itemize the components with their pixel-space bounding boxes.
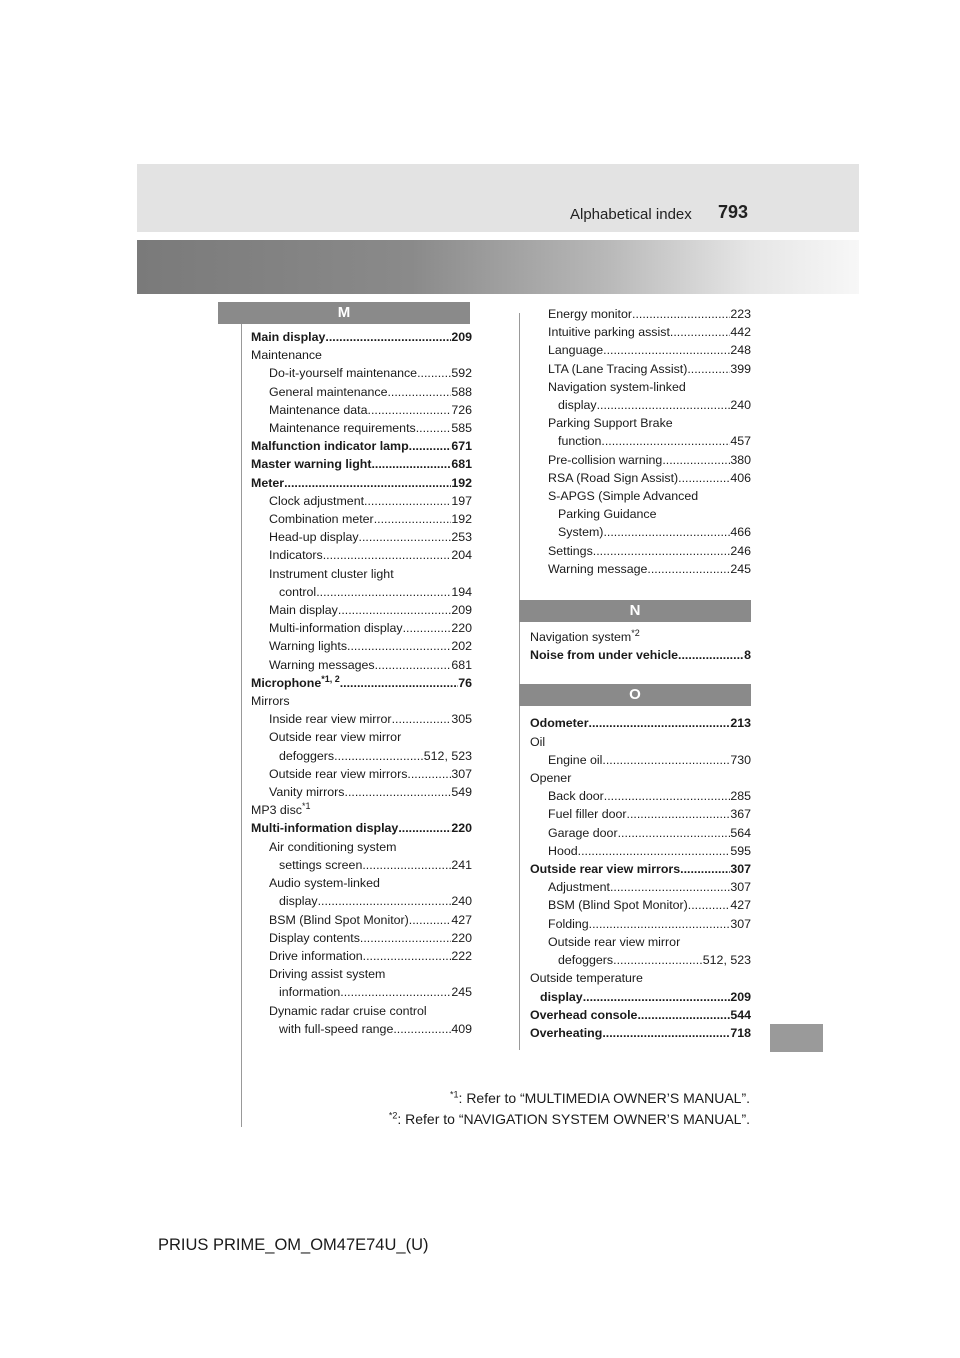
entry-label: Outside rear view mirrors	[269, 766, 408, 781]
entry-page: 194	[451, 584, 472, 599]
entry-page: 202	[451, 639, 472, 654]
index-subentry[interactable]	[251, 911, 472, 929]
entry-label: Main display	[269, 603, 338, 618]
index-subentry[interactable]	[530, 915, 751, 933]
entry-page: 307	[730, 916, 751, 931]
index-subentry[interactable]	[251, 383, 472, 401]
entry-label: Warning lights	[269, 639, 348, 654]
entry-label: Meter	[251, 475, 285, 490]
entry-page: 681	[451, 457, 472, 472]
entry-page: 213	[730, 716, 751, 731]
entry-label: Do-it-yourself maintenance	[269, 366, 418, 381]
index-subentry[interactable]	[530, 751, 751, 769]
index-subentry[interactable]	[251, 710, 472, 728]
entry-page: 253	[451, 530, 472, 545]
entry-label: Pre-collision warning	[548, 452, 663, 467]
entry-page: 307	[730, 862, 751, 877]
index-subentry: Driving assist system	[269, 967, 386, 982]
entry-label: General maintenance	[269, 384, 388, 399]
entry-label: Folding	[548, 916, 589, 931]
section-thumb-tab	[770, 1024, 823, 1052]
index-subentry[interactable]	[530, 878, 751, 896]
entry-label: Vanity mirrors	[269, 785, 345, 800]
entry-label: RSA (Road Sign Assist)	[548, 470, 679, 485]
index-column-left	[251, 328, 472, 1038]
entry-label: Overheating	[530, 1025, 603, 1040]
entry-page: 730	[730, 752, 751, 767]
entry-page: 427	[451, 912, 472, 927]
entry-label: Head-up display	[269, 530, 359, 545]
entry-page: 549	[451, 785, 472, 800]
entry-page: 240	[451, 894, 472, 909]
entry-page: 222	[451, 948, 472, 963]
entry-label: display	[540, 989, 583, 1004]
index-subentry[interactable]	[530, 560, 751, 578]
index-subentry[interactable]	[251, 528, 472, 546]
entry-label: Fuel filler door	[548, 807, 627, 822]
entry-label: settings screen	[279, 857, 363, 872]
index-entry: Outside temperature	[530, 971, 643, 986]
entry-label: BSM (Blind Spot Monitor)	[269, 912, 409, 927]
entry-label: Outside rear view mirrors	[530, 862, 681, 877]
footnote-text: : Refer to “MULTIMEDIA OWNER’S MANUAL”.	[458, 1090, 750, 1106]
index-subentry[interactable]	[530, 824, 751, 842]
index-subentry-continued[interactable]	[251, 1020, 472, 1038]
entry-label: function	[558, 434, 602, 449]
entry-page: 307	[451, 766, 472, 781]
entry-label: with full-speed range	[279, 1021, 394, 1036]
entry-page: 681	[451, 657, 472, 672]
entry-page: 427	[730, 898, 751, 913]
entry-label: LTA (Lane Tracing Assist)	[548, 361, 688, 376]
entry-label: defoggers	[558, 953, 614, 968]
entry-page: 285	[730, 789, 751, 804]
entry-page: 592	[451, 366, 472, 381]
index-entry[interactable]	[530, 646, 751, 664]
entry-label: Warning message	[548, 561, 648, 576]
entry-label: Energy monitor	[548, 307, 633, 321]
index-subentry[interactable]	[530, 323, 751, 341]
index-subentry: Outside rear view mirror	[269, 730, 402, 745]
index-subentry: Parking Support Brake	[548, 416, 673, 431]
footnote-mark: *1	[301, 801, 311, 812]
entry-label: Inside rear view mirror	[269, 712, 392, 727]
index-entry[interactable]	[530, 860, 751, 878]
index-subentry-continued[interactable]	[251, 747, 472, 765]
index-subentry[interactable]	[530, 542, 751, 560]
entry-label: Back door	[548, 789, 604, 804]
index-subentry[interactable]	[530, 842, 751, 860]
index-entry: Maintenance	[251, 348, 322, 363]
entry-page: 76	[458, 675, 472, 690]
index-subentry-continued: Parking Guidance	[558, 507, 657, 522]
index-subentry[interactable]	[251, 947, 472, 965]
index-entry[interactable]	[251, 474, 472, 492]
index-entry[interactable]	[251, 801, 472, 819]
entry-page: 718	[730, 1025, 751, 1040]
footnote-mark: *1	[450, 1089, 459, 1100]
index-entry[interactable]	[251, 437, 472, 455]
index-subentry-continued[interactable]	[251, 983, 472, 1001]
index-subentry[interactable]	[251, 492, 472, 510]
entry-label: Microphone	[251, 675, 322, 690]
index-column-right	[530, 305, 751, 1042]
index-subentry[interactable]	[251, 656, 472, 674]
footnote-2	[389, 1111, 750, 1127]
footnote-mark: *1, 2	[321, 673, 340, 684]
index-subentry-continued[interactable]	[530, 432, 751, 450]
entry-label: Warning messages	[269, 657, 375, 672]
entry-label: Clock adjustment	[269, 493, 365, 508]
entry-label: Master warning light	[251, 457, 372, 472]
index-subentry[interactable]	[251, 510, 472, 528]
index-subentry-continued[interactable]	[530, 523, 751, 541]
entry-label: Settings	[548, 543, 593, 558]
index-subentry: S-APGS (Simple Advanced	[548, 489, 699, 504]
header-gradient-band	[137, 240, 859, 294]
entry-page: 512, 523	[423, 748, 472, 763]
index-entry[interactable]	[530, 714, 751, 732]
entry-page: 246	[730, 543, 751, 558]
left-column-rule	[241, 305, 242, 1127]
index-subentry[interactable]	[530, 805, 751, 823]
entry-label: display	[558, 398, 597, 413]
index-subentry[interactable]	[530, 469, 751, 487]
index-entry[interactable]	[251, 819, 472, 837]
entry-label: Hood	[548, 843, 578, 858]
index-entry-continued[interactable]	[530, 988, 751, 1006]
entry-label: information	[279, 985, 341, 1000]
entry-page: 380	[730, 452, 751, 467]
entry-page: 585	[451, 421, 472, 436]
index-subentry[interactable]	[530, 305, 751, 323]
entry-page: 245	[730, 561, 751, 576]
entry-page: 588	[451, 384, 472, 399]
index-subentry: Dynamic radar cruise control	[269, 1003, 427, 1018]
index-subentry: Audio system-linked	[269, 876, 380, 891]
index-subentry[interactable]	[530, 341, 751, 359]
entry-page: 245	[451, 985, 472, 1000]
entry-page: 305	[451, 712, 472, 727]
entry-label: MP3 disc	[251, 803, 302, 818]
header-bar	[137, 164, 859, 232]
entry-page: 457	[730, 434, 751, 449]
index-entry[interactable]	[251, 328, 472, 346]
entry-label: Odometer	[530, 716, 589, 731]
index-entry[interactable]	[530, 1024, 751, 1042]
entry-page: 406	[730, 470, 751, 485]
entry-page: 544	[730, 1007, 751, 1022]
index-entry[interactable]	[530, 628, 751, 646]
entry-page: 595	[730, 843, 751, 858]
index-entry: Oil	[530, 734, 546, 749]
index-subentry-continued[interactable]	[251, 583, 472, 601]
index-subentry[interactable]	[251, 401, 472, 419]
index-subentry[interactable]	[251, 765, 472, 783]
index-subentry[interactable]	[251, 619, 472, 637]
entry-label: Maintenance data	[269, 402, 368, 417]
index-entry[interactable]	[530, 1006, 751, 1024]
entry-page: 8	[744, 648, 751, 663]
index-subentry[interactable]	[251, 419, 472, 437]
header-title: Alphabetical index	[570, 206, 692, 223]
entry-page: 220	[451, 621, 472, 636]
entry-label: Drive information	[269, 948, 363, 963]
footnote-mark: *2	[631, 627, 640, 638]
entry-page: 209	[730, 989, 751, 1004]
index-subentry[interactable]	[530, 787, 751, 805]
entry-page: 209	[451, 603, 472, 618]
entry-label: Intuitive parking assist	[548, 325, 670, 340]
entry-page: 248	[730, 343, 751, 358]
entry-label: defoggers	[279, 748, 335, 763]
document-footer: PRIUS PRIME_OM_OM47E74U_(U)	[158, 1236, 429, 1254]
footnote-1	[450, 1090, 750, 1106]
entry-label: Malfunction indicator lamp	[251, 439, 409, 454]
entry-page: 240	[730, 398, 751, 413]
index-subentry[interactable]	[251, 783, 472, 801]
entry-page: 307	[730, 880, 751, 895]
entry-page: 466	[730, 525, 751, 540]
entry-label: display	[279, 894, 318, 909]
entry-label: Overhead console	[530, 1007, 638, 1022]
section-letter-m: M	[218, 302, 470, 324]
index-subentry-continued[interactable]	[251, 892, 472, 910]
entry-page: 192	[451, 475, 472, 490]
entry-page: 197	[451, 493, 472, 508]
entry-label: Multi-information display	[251, 821, 399, 836]
entry-label: BSM (Blind Spot Monitor)	[548, 898, 688, 913]
section-letter-o: O	[519, 684, 751, 706]
index-subentry: Instrument cluster light	[269, 566, 394, 581]
entry-label: Language	[548, 343, 604, 358]
entry-page: 241	[451, 857, 472, 872]
index-subentry[interactable]	[251, 637, 472, 655]
entry-label: Garage door	[548, 825, 618, 840]
index-subentry: Outside rear view mirror	[548, 934, 681, 949]
entry-label: Maintenance requirements	[269, 421, 416, 436]
entry-page: 223	[730, 307, 751, 321]
index-subentry[interactable]	[530, 896, 751, 914]
entry-page: 442	[730, 325, 751, 340]
entry-label: control	[279, 584, 317, 599]
entry-label: Navigation system	[530, 630, 632, 645]
index-subentry[interactable]	[251, 929, 472, 947]
entry-page: 409	[451, 1021, 472, 1036]
entry-label: Combination meter	[269, 512, 374, 527]
index-subentry-continued[interactable]	[251, 856, 472, 874]
index-entry[interactable]	[251, 455, 472, 473]
entry-page: 726	[451, 402, 472, 417]
entry-page: 399	[730, 361, 751, 376]
index-subentry-continued[interactable]	[530, 951, 751, 969]
footnote-text: : Refer to “NAVIGATION SYSTEM OWNER’S MANUAL”.	[397, 1111, 750, 1127]
entry-label: Multi-information display	[269, 621, 403, 636]
entry-label: Noise from under vehicle	[530, 648, 679, 663]
index-entry: Opener	[530, 771, 572, 786]
entry-page: 512, 523	[702, 953, 751, 968]
index-entry[interactable]	[251, 674, 472, 692]
entry-page: 220	[451, 930, 472, 945]
page-number: 793	[718, 202, 749, 222]
entry-page: 192	[451, 512, 472, 527]
index-subentry: Navigation system-linked	[548, 379, 686, 394]
entry-page: 209	[451, 330, 472, 344]
index-subentry: Air conditioning system	[269, 839, 397, 854]
middle-column-rule	[519, 313, 520, 1050]
entry-page: 367	[730, 807, 751, 822]
entry-label: Engine oil	[548, 752, 603, 767]
index-subentry[interactable]	[251, 546, 472, 564]
index-entry: Mirrors	[251, 694, 290, 709]
footnote-mark: *2	[388, 1110, 398, 1121]
index-subentry[interactable]	[530, 451, 751, 469]
index-subentry[interactable]	[530, 360, 751, 378]
entry-page: 220	[451, 821, 472, 836]
entry-page: 671	[451, 439, 472, 454]
entry-page: 564	[730, 825, 751, 840]
index-subentry[interactable]	[251, 601, 472, 619]
entry-page: 204	[451, 548, 472, 563]
entry-label: Indicators	[269, 548, 323, 563]
entry-label: Adjustment	[548, 880, 610, 895]
section-letter-n: N	[519, 600, 751, 622]
entry-label: System)	[558, 525, 604, 540]
index-subentry[interactable]	[251, 364, 472, 382]
entry-label: Display contents	[269, 930, 360, 945]
index-subentry-continued[interactable]	[530, 396, 751, 414]
entry-label: Main display	[251, 330, 326, 344]
